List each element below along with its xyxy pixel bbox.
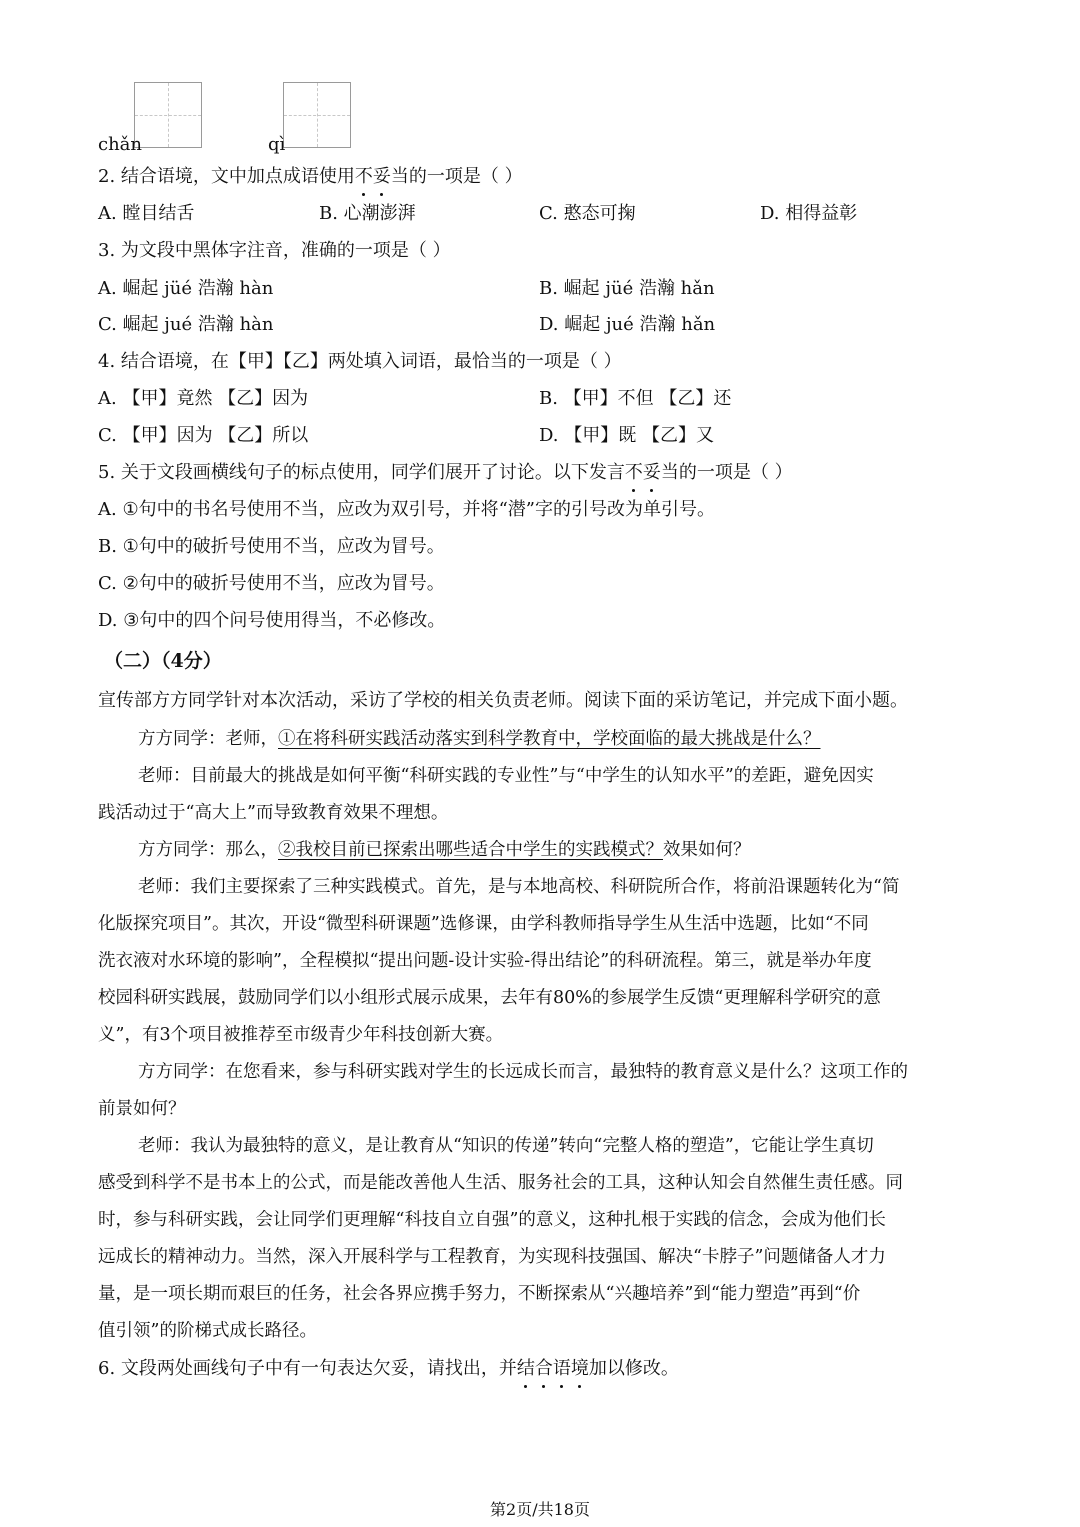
q5-option-c[interactable]: C. ②句中的破折号使用不当，应改为冒号。 (98, 573, 445, 594)
interview-p5-line2: 前景如何？ (98, 1099, 186, 1119)
q5-option-a[interactable]: A. ①句中的书名号使用不当，应改为双引号，并将“潜”字的引号改为单引号。 (98, 499, 715, 520)
question-2-stem (98, 164, 523, 190)
q3-option-c[interactable]: C. 崛起 jué 浩瀚 hàn (98, 314, 274, 335)
dotted-char: 境 (571, 1356, 589, 1382)
interview-p6-line3: 时，参与科研实践，会让同学们更理解“科技自立自强”的意义，这种扎根于实践的信念，会成为他们长 (98, 1210, 886, 1230)
interview-p5-line1: 方方同学：在您看来，参与科研实践对学生的长远成长而言，最独特的教育意义是什么？这项工作的 (138, 1062, 908, 1082)
dotted-char: 结 (517, 1356, 535, 1382)
grid-guide-vertical (317, 83, 318, 147)
p3-speaker: 方方同学：那么， (138, 840, 278, 860)
interview-p3 (138, 837, 751, 863)
interview-p4-line3: 洗衣液对水环境的影响”，全程模拟“提出问题-设计实验-得出结论”的科研流程。第三，就是举办年度 (98, 951, 872, 971)
interview-p1 (138, 726, 821, 752)
p3-rest: 效果如何？ (663, 840, 751, 860)
q5-stem-text-end: 当的一项是（ ） (660, 462, 793, 483)
q2-stem-text-end: 当的一项是（ ） (390, 166, 523, 187)
interview-p6-line2: 感受到科学不是书本上的公式，而是能改善他人生活、服务社会的工具，这种认知会自然催生责任感。同 (98, 1173, 903, 1193)
interview-p2-line1: 老师：目前最大的挑战是如何平衡“科研实践的专业性”与“中学生的认知水平”的差距，避免因实 (138, 766, 874, 786)
dotted-char: 妥 (373, 164, 391, 190)
section-intro: 宣传部方方同学针对本次活动，采访了学校的相关负责老师。阅读下面的采访笔记，并完成下面小题。 (98, 690, 908, 711)
question-3-stem: 3. 为文段中黑体字注音，准确的一项是（ ） (98, 240, 451, 261)
answer-area[interactable] (98, 1392, 978, 1482)
interview-p4-line5: 义”，有3个项目被推荐至市级青少年科技创新大赛。 (98, 1025, 504, 1045)
q2-option-c[interactable]: C. 憨态可掬 (539, 203, 636, 224)
q3-option-b[interactable]: B. 崛起 jüé 浩瀚 hǎn (539, 278, 715, 299)
q5-option-b[interactable]: B. ①句中的破折号使用不当，应改为冒号。 (98, 536, 445, 557)
interview-p4-line2: 化版探究项目”。其次，开设“微型科研课题”选修课，由学科教师指导学生从生活中选题，比如“不同 (98, 914, 869, 934)
dotted-char: 妥 (643, 460, 661, 486)
underlined-sentence-2: ②我校目前已探索出哪些适合中学生的实践模式？ (278, 840, 663, 860)
q2-option-d[interactable]: D. 相得益彰 (760, 203, 858, 224)
page-footer: 第2页/共18页 (490, 1500, 590, 1519)
dotted-char: 合 (535, 1356, 553, 1382)
q3-option-a[interactable]: A. 崛起 jüé 浩瀚 hàn (98, 278, 274, 299)
interview-p6-line5: 量，是一项长期而艰巨的任务，社会各界应携手努力，不断探索从“兴趣培养”到“能力塑造”再到“价 (98, 1284, 861, 1304)
pinyin-right: qì (268, 134, 286, 155)
q5-option-d[interactable]: D. ③句中的四个问号使用得当，不必修改。 (98, 610, 446, 631)
pinyin-left: chǎn (98, 134, 142, 155)
q3-option-d[interactable]: D. 崛起 jué 浩瀚 hǎn (539, 314, 716, 335)
interview-p4-line1: 老师：我们主要探索了三种实践模式。首先，是与本地高校、科研院所合作，将前沿课题转化为“简 (138, 877, 900, 897)
dotted-char: 不 (355, 164, 373, 190)
grid-guide-vertical (168, 83, 169, 147)
question-5-stem (98, 460, 793, 486)
q4-option-b[interactable]: B. 【甲】不但 【乙】还 (539, 388, 732, 409)
q4-option-c[interactable]: C. 【甲】因为 【乙】所以 (98, 425, 309, 446)
dotted-char: 语 (553, 1356, 571, 1382)
q2-option-b[interactable]: B. 心潮澎湃 (319, 203, 416, 224)
question-6-stem (98, 1356, 679, 1382)
interview-p4-line4: 校园科研实践展，鼓励同学们以小组形式展示成果，去年有80%的参展学生反馈“更理解科学研究的意 (98, 988, 881, 1008)
interview-p6-line4: 远成长的精神动力。当然，深入开展科学与工程教育，为实现科技强国、解决“卡脖子”问题储备人才力 (98, 1247, 886, 1267)
q6-stem-text: 6. 文段两处画线句子中有一句表达欠妥，请找出，并 (98, 1358, 517, 1379)
interview-p6-line1: 老师：我认为最独特的意义，是让教育从“知识的传递”转向“完整人格的塑造”，它能让学生真切 (138, 1136, 874, 1156)
question-4-stem: 4. 结合语境，在【甲】【乙】两处填入词语，最恰当的一项是（ ） (98, 351, 622, 372)
q6-stem-text-end: 加以修改。 (588, 1358, 679, 1379)
interview-p6-line6: 值引领”的阶梯式成长路径。 (98, 1321, 317, 1341)
writing-grid-right[interactable] (283, 82, 351, 148)
q2-option-a[interactable]: A. 瞠目结舌 (98, 203, 195, 224)
underlined-sentence-1: ①在将科研实践活动落实到科学教育中，学校面临的最大挑战是什么？ (278, 729, 821, 749)
q2-stem-text: 2. 结合语境，文中加点成语使用 (98, 166, 355, 187)
writing-grid-left[interactable] (134, 82, 202, 148)
q5-stem-text: 5. 关于文段画横线句子的标点使用，同学们展开了讨论。以下发言 (98, 462, 625, 483)
q4-option-a[interactable]: A. 【甲】竟然 【乙】因为 (98, 388, 309, 409)
interview-p2-line2: 践活动过于“高大上”而导致教育效果不理想。 (98, 803, 449, 823)
section-heading: （二）（4分） (104, 650, 222, 672)
dotted-char: 不 (625, 460, 643, 486)
q4-option-d[interactable]: D. 【甲】既 【乙】又 (539, 425, 714, 446)
p1-speaker: 方方同学：老师， (138, 729, 278, 749)
